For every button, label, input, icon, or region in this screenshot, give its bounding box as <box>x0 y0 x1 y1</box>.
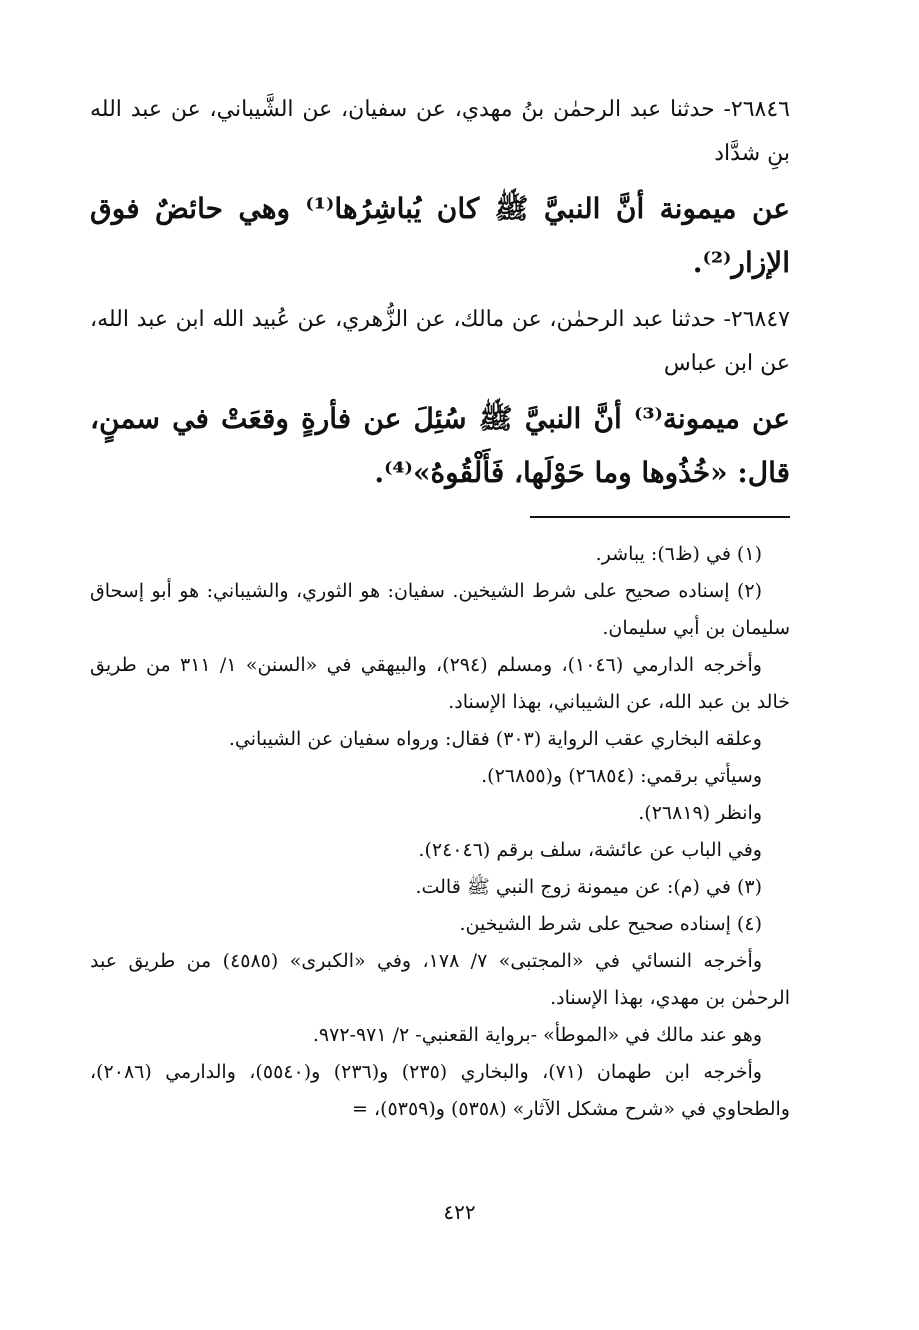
footnote: وسيأتي برقمي: (٢٦٨٥٤) و(٢٦٨٥٥). <box>481 765 762 787</box>
footnote: وهو عند مالك في «الموطأ» -برواية القعنبي- ٢/ ٩٧١-٩٧٢. <box>312 1024 762 1046</box>
page-body <box>90 88 790 1128</box>
footnote: وانظر (٢٦٨١٩). <box>638 802 762 824</box>
footnote: وأخرجه ابن طهمان (٧١)، والبخاري (٢٣٥) و(٢٣٦) و(٥٥٤٠)، والدارمي (٢٠٨٦)، والطحاوي في «شرح مشكل الآثار» (٥٣٥٨) و(٥٣٥٩)، = <box>90 1061 790 1120</box>
footnote: وعلقه البخاري عقب الرواية (٣٠٣) فقال: ورواه سفيان عن الشيباني. <box>228 728 762 750</box>
footnote-divider <box>530 516 790 518</box>
footnote: (٢) إسناده صحيح على شرط الشيخين. سفيان: هو الثوري، والشيباني: هو أبو إسحاق سليمان بن أبي سليمان. <box>90 580 790 639</box>
hadith-matn: عن ميمونة⁽³⁾ أنَّ النبيَّ ﷺ سُئِلَ عن فأرةٍ وقعَتْ في سمنٍ، قال: «خُذُوها وما حَوْلَها، فَأَلْقُوهُ»⁽⁴⁾. <box>90 402 790 489</box>
hadith-isnad: ٢٦٨٤٦- حدثنا عبد الرحمٰن بنُ مهدي، عن سفيان، عن الشَّيباني، عن عبد الله بنِ شدَّاد <box>90 97 790 166</box>
footnote: (١) في (ظ٦): يباشر. <box>595 543 762 565</box>
footnote: (٤) إسناده صحيح على شرط الشيخين. <box>459 913 762 935</box>
footnote: وأخرجه النسائي في «المجتبى» ٧/ ١٧٨، وفي «الكبرى» (٤٥٨٥) من طريق عبد الرحمٰن بن مهدي، بهذا الإسناد. <box>90 950 790 1009</box>
footnote: وفي الباب عن عائشة، سلف برقم (٢٤٠٤٦). <box>418 839 762 861</box>
hadith-matn: عن ميمونة أنَّ النبيَّ ﷺ كان يُباشِرُها⁽¹⁾ وهي حائضٌ فوق الإزار⁽²⁾. <box>90 192 791 279</box>
hadith-isnad: ٢٦٨٤٧- حدثنا عبد الرحمٰن، عن مالك، عن الزُّهري، عن عُبيد الله ابن عبد الله، عن ابن عباس <box>90 307 790 376</box>
footnote: وأخرجه الدارمي (١٠٤٦)، ومسلم (٢٩٤)، والبيهقي في «السنن» ١/ ٣١١ من طريق خالد بن عبد الله، عن الشيباني، بهذا الإسناد. <box>90 654 790 713</box>
footnote: (٣) في (م): عن ميمونة زوج النبي ﷺ قالت. <box>415 876 762 898</box>
page-number: ٤٢٢ <box>443 1200 476 1224</box>
